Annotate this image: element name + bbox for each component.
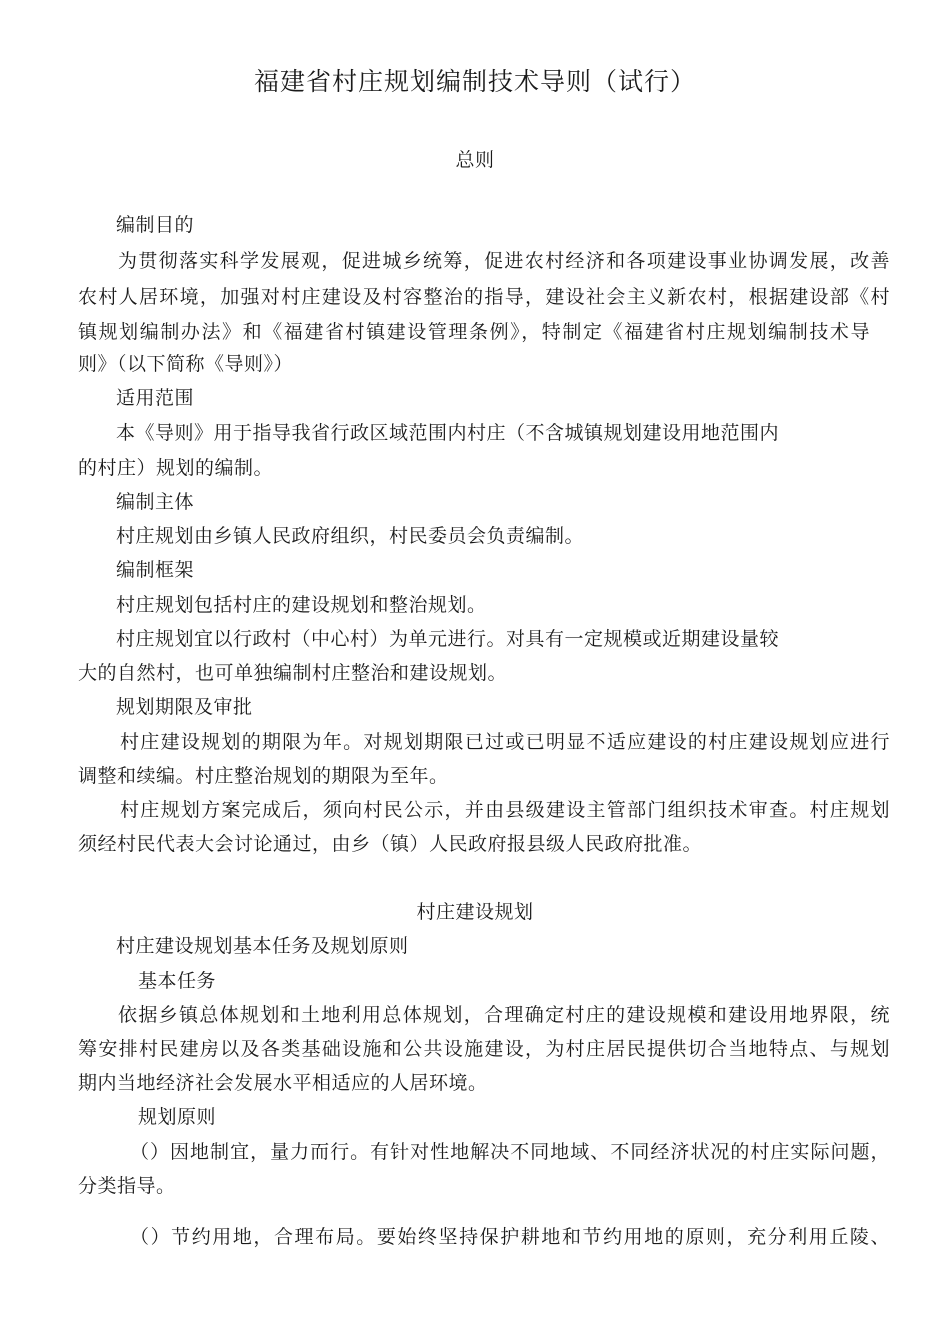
paragraph-approval-line-1: 村庄规划方案完成后，须向村民公示，并由县级建设主管部门组织技术审查。村庄规划 — [120, 799, 890, 821]
subheading-basic-tasks: 基本任务 — [138, 970, 217, 992]
paragraph-tasks-line-1: 依据乡镇总体规划和土地利用总体规划，合理确定村庄的建设规模和建设用地界限，统 — [118, 1004, 890, 1026]
paragraph-principle-1-line-1: （）因地制宜，量力而行。有针对性地解决不同地域、不同经济状况的村庄实际问题， — [130, 1141, 890, 1163]
paragraph-purpose-line-4: 则》（以下简称《导则》） — [78, 353, 294, 375]
subheading-tasks-principles: 村庄建设规划基本任务及规划原则 — [116, 935, 409, 957]
paragraph-principle-1-line-2: 分类指导。 — [78, 1175, 176, 1197]
subheading-framework: 编制框架 — [116, 559, 195, 581]
paragraph-scope-line-1: 本《导则》用于指导我省行政区域范围内村庄（不含城镇规划建设用地范围内 — [116, 422, 780, 444]
section-heading-construction-plan: 村庄建设规划 — [416, 901, 534, 923]
subheading-purpose: 编制目的 — [116, 214, 195, 236]
paragraph-tasks-line-2: 筹安排村民建房以及各类基础设施和公共设施建设，为村庄居民提供切合当地特点、与规划 — [78, 1038, 890, 1060]
subheading-scope: 适用范围 — [116, 387, 195, 409]
subheading-subject: 编制主体 — [116, 491, 195, 513]
paragraph-approval-line-2: 须经村民代表大会讨论通过，由乡（镇）人民政府报县级人民政府批准。 — [78, 833, 703, 855]
paragraph-period-line-1: 村庄建设规划的期限为年。对规划期限已过或已明显不适应建设的村庄建设规划应进行 — [120, 731, 890, 753]
paragraph-subject: 村庄规划由乡镇人民政府组织，村民委员会负责编制。 — [116, 525, 585, 547]
subheading-principles: 规划原则 — [138, 1106, 217, 1128]
document-title: 福建省村庄规划编制技术导则（试行） — [253, 67, 696, 96]
paragraph-period-line-2: 调整和续编。村庄整治规划的期限为至年。 — [78, 765, 449, 787]
paragraph-purpose-line-3: 镇规划编制办法》和《福建省村镇建设管理条例》，特制定《福建省村庄规划编制技术导 — [78, 321, 870, 343]
paragraph-framework: 村庄规划包括村庄的建设规划和整治规划。 — [116, 594, 487, 616]
paragraph-unit-line-2: 大的自然村，也可单独编制村庄整治和建设规划。 — [78, 662, 508, 684]
paragraph-unit-line-1: 村庄规划宜以行政村（中心村）为单元进行。对具有一定规模或近期建设量较 — [116, 628, 780, 650]
paragraph-tasks-line-3: 期内当地经济社会发展水平相适应的人居环境。 — [78, 1072, 488, 1094]
section-heading-general: 总则 — [455, 149, 495, 171]
paragraph-principle-2-line-1: （）节约用地，合理布局。要始终坚持保护耕地和节约用地的原则，充分利用丘陵、 — [130, 1226, 890, 1248]
subheading-period-approval: 规划期限及审批 — [116, 696, 253, 718]
paragraph-scope-line-2: 的村庄）规划的编制。 — [78, 457, 274, 479]
paragraph-purpose-line-1: 为贯彻落实科学发展观，促进城乡统筹，促进农村经济和各项建设事业协调发展，改善 — [118, 250, 890, 272]
paragraph-purpose-line-2: 农村人居环境，加强对村庄建设及村容整治的指导，建设社会主义新农村，根据建设部《村 — [78, 286, 890, 308]
